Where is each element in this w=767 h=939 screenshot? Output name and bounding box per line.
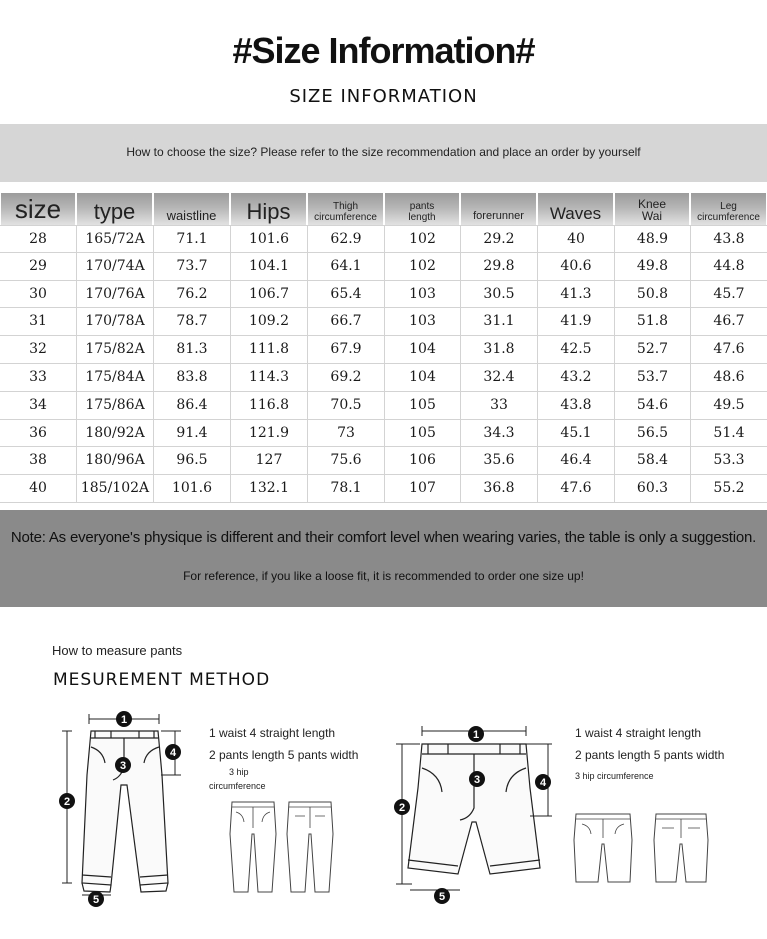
- table-cell: 40: [29, 480, 47, 497]
- table-cell: 175/84A: [76, 364, 153, 392]
- long-legend-line3b: circumference: [209, 781, 266, 791]
- page-title: #Size Information#: [232, 30, 535, 71]
- table-cell: 65.4: [307, 281, 384, 309]
- table-cell: 41.9: [537, 308, 614, 336]
- table-cell: 64.1: [307, 253, 384, 281]
- table-row: [0, 392, 767, 420]
- table-row: [0, 364, 767, 392]
- table-cell: 106: [384, 447, 460, 475]
- table-cell: 30.5: [460, 281, 537, 309]
- shorts-legend-line2: 2 pants length 5 pants width: [575, 748, 725, 762]
- table-cell: 49.8: [614, 253, 690, 281]
- table-cell: 29.2: [460, 226, 537, 254]
- table-cell: 132.1: [230, 475, 307, 503]
- note-band: [0, 510, 767, 607]
- shorts-front-icon: [572, 810, 634, 886]
- long-legend-line2: 2 pants length 5 pants width: [209, 748, 359, 762]
- table-cell: 43.8: [537, 392, 614, 420]
- reference-text: For reference, if you like a loose fit, it is recommended to order one size up!: [183, 569, 584, 583]
- table-cell: 83.8: [153, 364, 230, 392]
- header-cell: [461, 193, 536, 225]
- long-legend-line1: 1 waist 4 straight length: [209, 726, 336, 740]
- table-cell: 56.5: [614, 420, 690, 448]
- table-cell: 175/86A: [76, 392, 153, 420]
- table-row: [0, 447, 767, 475]
- table-cell: 46.4: [537, 447, 614, 475]
- marker-number: 2: [398, 802, 406, 814]
- table-cell: 34: [29, 396, 47, 413]
- table-cell: 69.2: [307, 364, 384, 392]
- table-cell: 109.2: [230, 308, 307, 336]
- table-cell: 180/92A: [76, 420, 153, 448]
- header-cell: [691, 193, 766, 225]
- table-cell: 52.7: [614, 336, 690, 364]
- table-cell: 81.3: [153, 336, 230, 364]
- table-cell: 47.6: [690, 336, 767, 364]
- marker-number: 5: [438, 891, 446, 903]
- header-label: Hips: [246, 198, 291, 224]
- shorts-legend-line1: 1 waist 4 straight length: [575, 726, 702, 740]
- table-cell: 104: [384, 336, 460, 364]
- marker-number: 1: [120, 714, 128, 726]
- table-cell: 101.6: [230, 226, 307, 254]
- table-cell: 55.2: [690, 475, 767, 503]
- table-cell: 40: [537, 226, 614, 254]
- table-cell: 185/102A: [76, 475, 153, 503]
- table-cell: 33: [460, 392, 537, 420]
- table-cell: 34.3: [460, 420, 537, 448]
- size-table: [0, 193, 767, 497]
- table-cell: 58.4: [614, 447, 690, 475]
- table-cell: 102: [384, 226, 460, 254]
- long-pants-back-icon: [285, 798, 335, 896]
- table-cell: 31.8: [460, 336, 537, 364]
- table-cell: 29.8: [460, 253, 537, 281]
- table-cell: 70.5: [307, 392, 384, 420]
- header-cell: [1, 193, 75, 225]
- header-label: Waves: [549, 204, 602, 224]
- note-text: Note: As everyone's physique is different and their comfort level when wearing varies, the table is only a suggestion.: [10, 529, 757, 546]
- long-pants-markers: [55, 705, 190, 910]
- table-row: [0, 308, 767, 336]
- header-cell: [154, 193, 229, 225]
- table-cell: 76.2: [153, 281, 230, 309]
- how-to-measure-label: How to measure pants: [52, 643, 183, 658]
- table-cell: 103: [384, 281, 460, 309]
- table-row: [0, 420, 767, 448]
- table-cell: 114.3: [230, 364, 307, 392]
- table-cell: 36.8: [460, 475, 537, 503]
- table-cell: 40.6: [537, 253, 614, 281]
- table-cell: 170/76A: [76, 281, 153, 309]
- table-cell: 170/74A: [76, 253, 153, 281]
- size-table-body: [0, 225, 767, 503]
- header-label: forerunner: [473, 210, 524, 223]
- table-cell: 46.7: [690, 308, 767, 336]
- table-row: [0, 336, 767, 364]
- table-cell: 165/72A: [76, 226, 153, 254]
- table-cell: 180/96A: [76, 447, 153, 475]
- marker-number: 3: [473, 774, 481, 786]
- header-label: type: [93, 198, 136, 224]
- marker-number: 3: [119, 760, 127, 772]
- table-row: [0, 281, 767, 309]
- header-label: Knee Wai: [637, 196, 667, 224]
- shorts-back-icon: [652, 810, 710, 886]
- table-cell: 170/78A: [76, 308, 153, 336]
- table-cell: 29: [29, 257, 47, 274]
- table-cell: 32: [29, 341, 47, 358]
- table-cell: 60.3: [614, 475, 690, 503]
- header-cell: [308, 193, 383, 225]
- table-cell: 106.7: [230, 281, 307, 309]
- header-cell: [385, 193, 459, 225]
- table-row: [0, 253, 767, 281]
- header-cell: [615, 193, 689, 225]
- table-cell: 96.5: [153, 447, 230, 475]
- marker-number: 2: [63, 796, 71, 808]
- table-cell: 71.1: [153, 226, 230, 254]
- table-cell: 103: [384, 308, 460, 336]
- table-cell: 175/82A: [76, 336, 153, 364]
- table-cell: 53.3: [690, 447, 767, 475]
- long-pants-front-icon: [228, 798, 278, 896]
- table-cell: 48.9: [614, 226, 690, 254]
- table-cell: 62.9: [307, 226, 384, 254]
- page-subtitle: SIZE INFORMATION: [289, 86, 478, 107]
- table-cell: 51.4: [690, 420, 767, 448]
- table-cell: 35.6: [460, 447, 537, 475]
- table-cell: 48.6: [690, 364, 767, 392]
- table-cell: 28: [29, 231, 47, 247]
- table-cell: 36: [29, 424, 47, 441]
- table-cell: 53.7: [614, 364, 690, 392]
- table-cell: 33: [29, 368, 47, 385]
- marker-number: 4: [539, 777, 547, 789]
- table-cell: 47.6: [537, 475, 614, 503]
- table-cell: 32.4: [460, 364, 537, 392]
- table-cell: 30: [29, 285, 47, 302]
- header-label: Thigh circumference: [314, 201, 377, 223]
- size-table-header: [0, 193, 767, 225]
- table-cell: 78.1: [307, 475, 384, 503]
- table-cell: 116.8: [230, 392, 307, 420]
- header-label: pants length: [408, 201, 436, 223]
- table-cell: 111.8: [230, 336, 307, 364]
- long-legend-line3a: 3 hip: [229, 767, 249, 777]
- table-cell: 43.8: [690, 226, 767, 254]
- table-cell: 66.7: [307, 308, 384, 336]
- table-cell: 38: [29, 452, 47, 469]
- shorts-legend-line3: 3 hip circumference: [575, 771, 654, 781]
- measurement-method-title: MESUREMENT METHOD: [53, 670, 271, 690]
- table-cell: 42.5: [537, 336, 614, 364]
- table-row: [0, 475, 767, 503]
- table-cell: 44.8: [690, 253, 767, 281]
- header-cell: [231, 193, 306, 225]
- table-cell: 50.8: [614, 281, 690, 309]
- table-cell: 121.9: [230, 420, 307, 448]
- table-cell: 73.7: [153, 253, 230, 281]
- shorts-markers: [390, 718, 560, 908]
- header-cell: [538, 193, 613, 225]
- table-cell: 86.4: [153, 392, 230, 420]
- marker-number: 4: [169, 747, 177, 759]
- table-cell: 31: [29, 313, 47, 330]
- table-row: [0, 225, 767, 253]
- table-cell: 91.4: [153, 420, 230, 448]
- marker-number: 5: [92, 894, 100, 906]
- table-cell: 101.6: [153, 475, 230, 503]
- table-cell: 49.5: [690, 392, 767, 420]
- table-cell: 104.1: [230, 253, 307, 281]
- table-cell: 78.7: [153, 308, 230, 336]
- marker-number: 1: [472, 729, 480, 741]
- table-cell: 51.8: [614, 308, 690, 336]
- table-cell: 43.2: [537, 364, 614, 392]
- table-cell: 104: [384, 364, 460, 392]
- size-guide-text: How to choose the size? Please refer to the size recommendation and place an order by yourself: [126, 145, 641, 159]
- header-label: waistline: [166, 208, 217, 224]
- table-cell: 105: [384, 392, 460, 420]
- header-label: size: [14, 193, 62, 224]
- table-cell: 54.6: [614, 392, 690, 420]
- table-cell: 127: [230, 447, 307, 475]
- table-cell: 45.7: [690, 281, 767, 309]
- table-cell: 107: [384, 475, 460, 503]
- table-cell: 73: [307, 420, 384, 448]
- table-cell: 67.9: [307, 336, 384, 364]
- table-cell: 102: [384, 253, 460, 281]
- size-guide-band: [0, 124, 767, 182]
- table-cell: 41.3: [537, 281, 614, 309]
- table-cell: 75.6: [307, 447, 384, 475]
- table-cell: 31.1: [460, 308, 537, 336]
- header-label: Leg circumference: [697, 201, 760, 223]
- table-cell: 45.1: [537, 420, 614, 448]
- header-cell: [77, 193, 152, 225]
- table-cell: 105: [384, 420, 460, 448]
